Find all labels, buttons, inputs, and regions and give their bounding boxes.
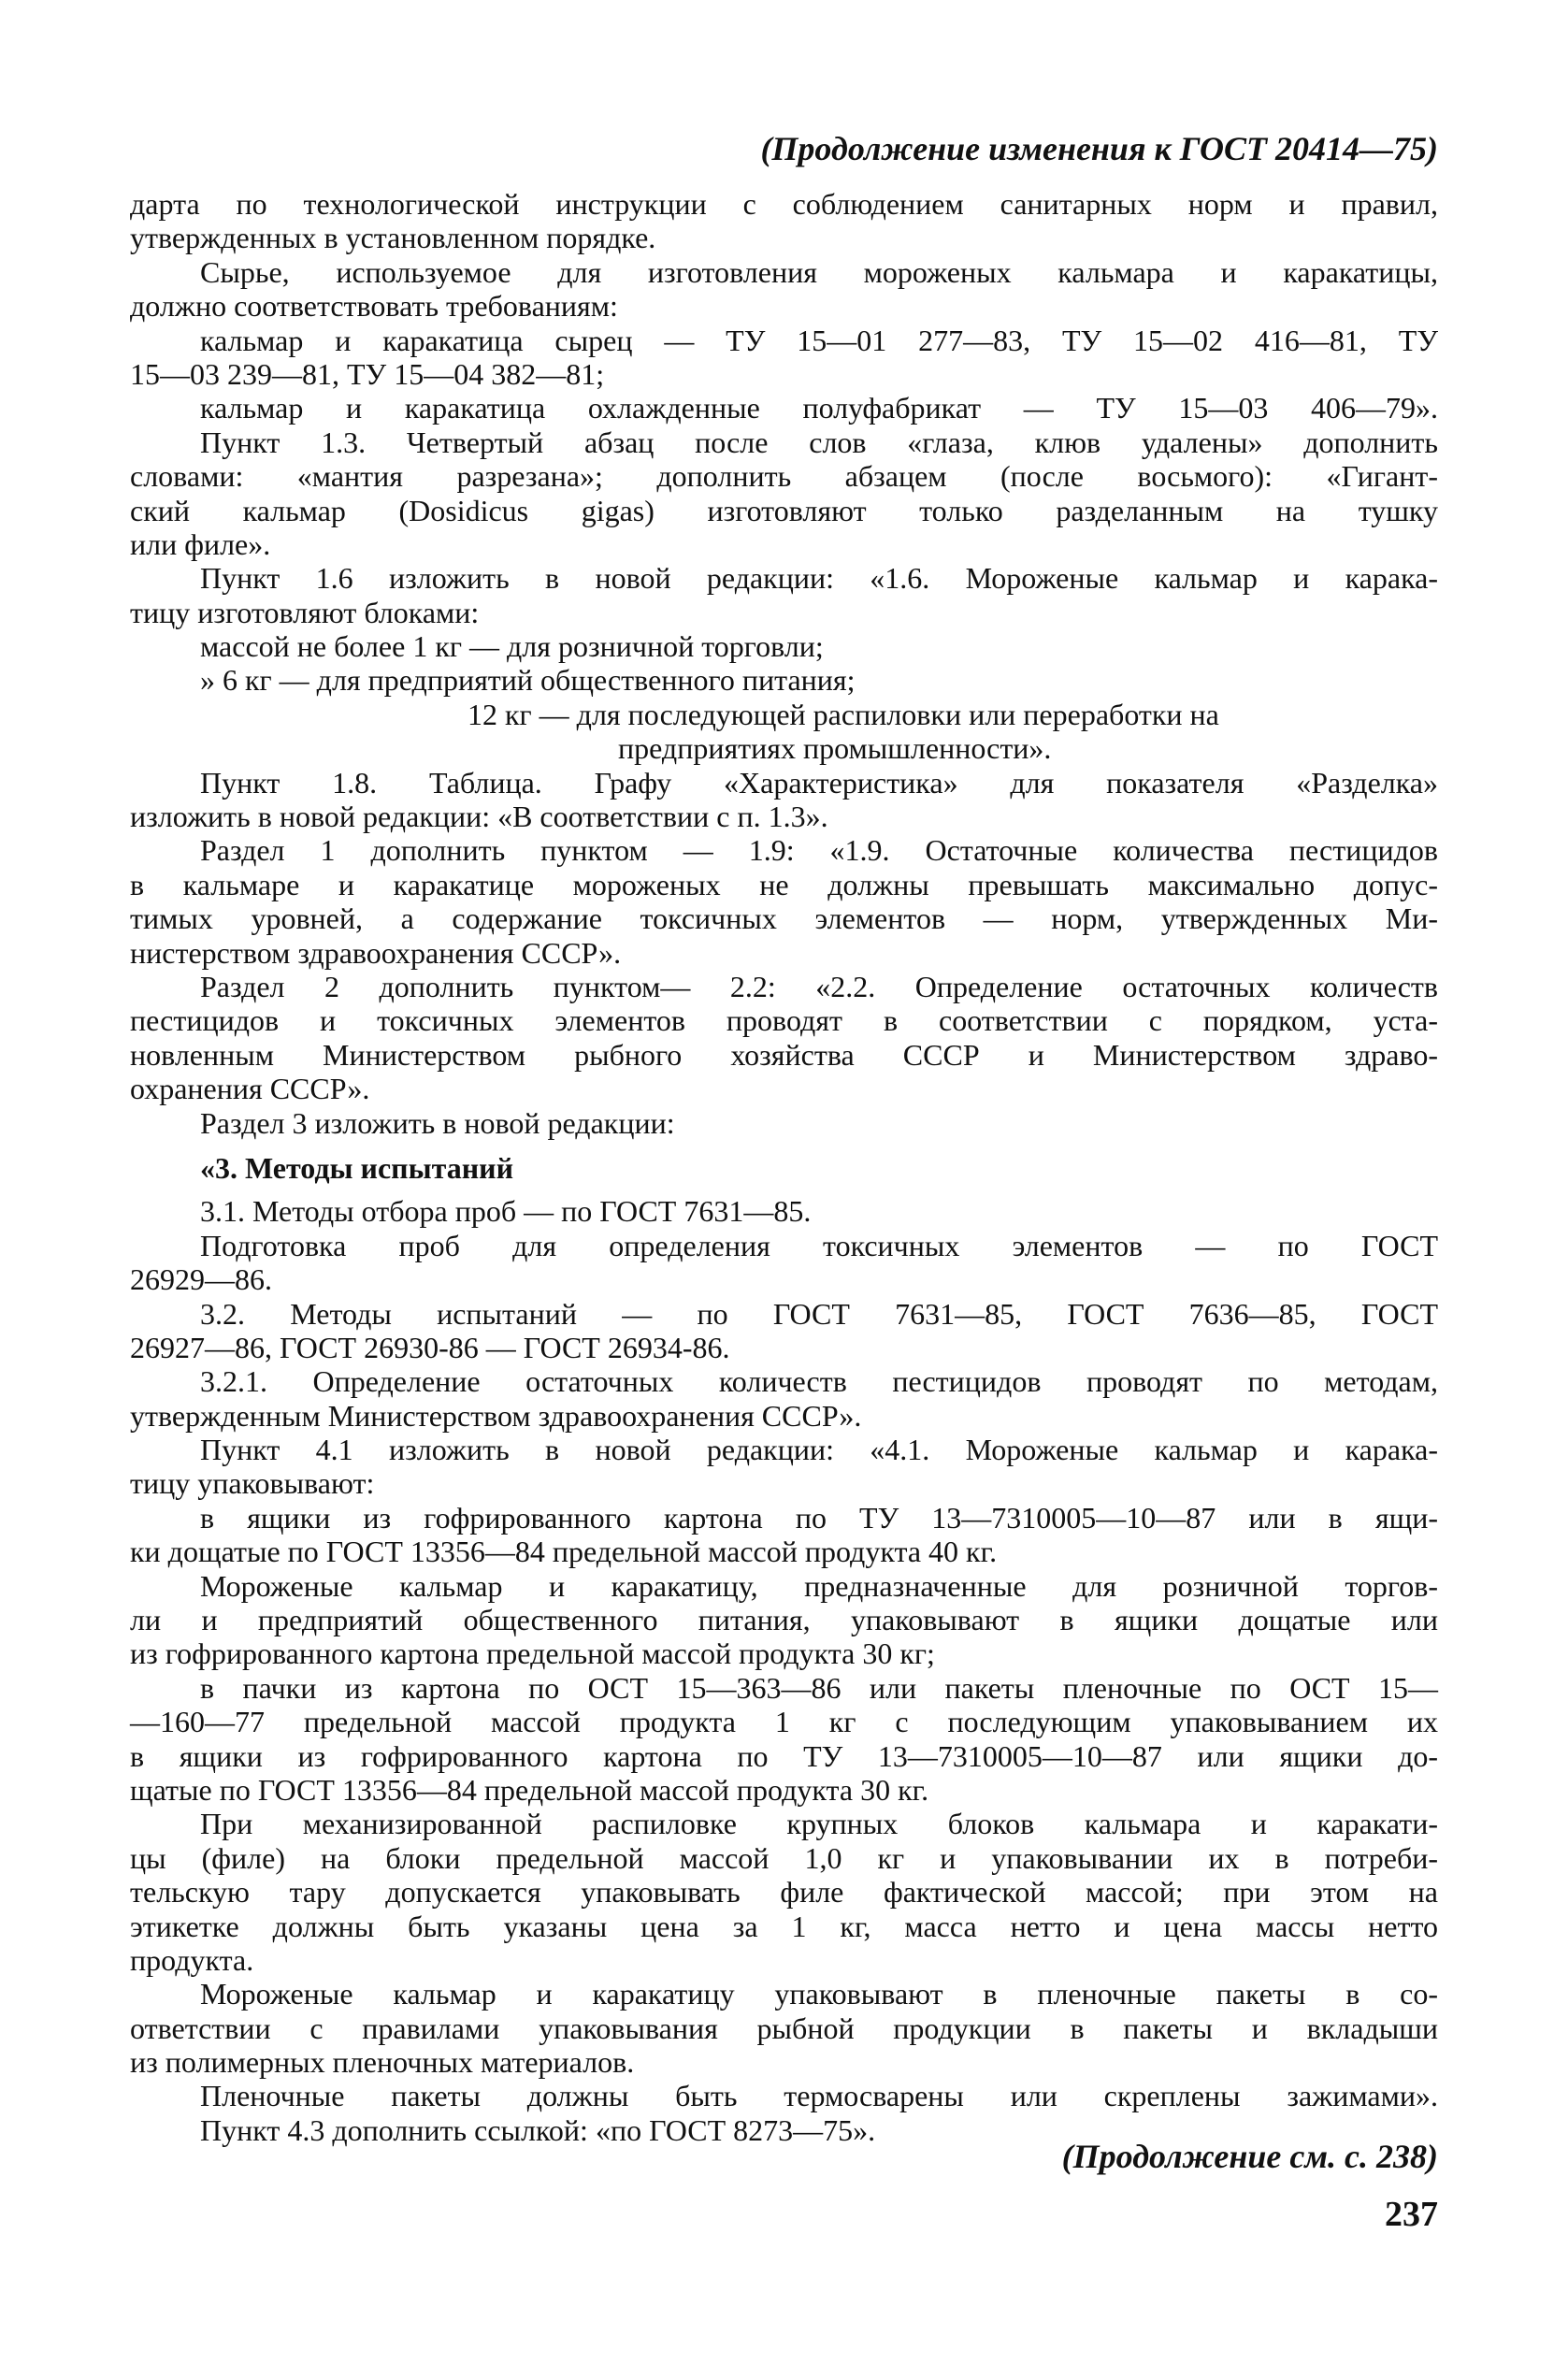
text-line: должно соответствовать требованиям: <box>130 289 618 324</box>
section-heading: «3. Методы испытаний <box>200 1150 514 1185</box>
text-line: Сырье, используемое для изготовления мороженых кальмара и каракатицы, <box>200 254 1438 289</box>
text-line: тельскую тару допускается упаковывать филе фактической массой; при этом на <box>130 1875 1438 1910</box>
text-line: утвержденным Министерством здравоохранения СССР». <box>130 1398 862 1433</box>
text-line: Пункт 4.3 дополнить ссылкой: «по ГОСТ 8273—75». <box>200 2112 876 2147</box>
text-line: словами: «мантия разрезана»; дополнить абзацем (после восьмого): «Гигант- <box>130 459 1438 494</box>
text-line: Мороженые кальмар и каракатицу упаковывают в пленочные пакеты в со- <box>200 1977 1438 2011</box>
text-line: Мороженые кальмар и каракатицу, предназначенные для розничной торгов- <box>200 1568 1438 1603</box>
text-line: Раздел 1 дополнить пунктом — 1.9: «1.9. Остаточные количества пестицидов <box>200 833 1438 868</box>
text-line: в пачки из картона по ОСТ 15—363—86 или пакеты пленочные по ОСТ 15— <box>200 1670 1438 1705</box>
text-line: При механизированной распиловке крупных блоков кальмара и каракати- <box>200 1807 1438 1841</box>
text-line: кальмар и каракатица охлажденные полуфабрикат — ТУ 15—03 406—79». <box>200 391 1438 425</box>
text-line: Пункт 1.8. Таблица. Графу «Характеристика» для показателя «Разделка» <box>200 765 1438 800</box>
text-line: Пленочные пакеты должны быть термосварены или скреплены зажимами». <box>200 2079 1438 2113</box>
text-line: Подготовка проб для определения токсичных элементов — по ГОСТ <box>200 1228 1438 1262</box>
continuation-note: (Продолжение см. с. 238) <box>1061 2138 1438 2175</box>
text-line: 3.2. Методы испытаний — по ГОСТ 7631—85, ГОСТ 7636—85, ГОСТ <box>200 1296 1438 1331</box>
text-line: ки дощатые по ГОСТ 13356—84 предельной массой продукта 40 кг. <box>130 1535 998 1569</box>
text-line: тицу упаковывают: <box>130 1466 375 1501</box>
text-line: в ящики из гофрированного картона по ТУ 13—7310005—10—87 или ящики до- <box>130 1738 1438 1773</box>
text-line: ответствии с правилами упаковывания рыбной продукции в пакеты и вкладыши <box>130 2011 1438 2045</box>
text-line: охранения СССР». <box>130 1072 370 1106</box>
text-line: » 6 кг — для предприятий общественного питания; <box>200 663 856 698</box>
text-line: дарта по технологической инструкции с соблюдением санитарных норм и правил, <box>130 187 1438 221</box>
text-line: предприятиях промышленности». <box>618 731 1052 766</box>
text-line: нистерством здравоохранения СССР». <box>130 935 622 970</box>
text-line: ский кальмар (Dosidicus gigas) изготовляют только разделанным на тушку <box>130 493 1438 527</box>
text-line: Пункт 4.1 изложить в новой редакции: «4.1. Мороженые кальмар и карака- <box>200 1433 1438 1467</box>
text-line: 15—03 239—81, ТУ 15—04 382—81; <box>130 356 605 391</box>
text-line: массой не более 1 кг — для розничной торговли; <box>200 629 824 664</box>
text-line: пестицидов и токсичных элементов проводят в соответствии с порядком, уста- <box>130 1003 1438 1038</box>
text-line: Пункт 1.3. Четвертый абзац после слов «глаза, клюв удалены» дополнить <box>200 425 1438 459</box>
text-line: 3.1. Методы отбора проб — по ГОСТ 7631—85. <box>200 1194 812 1229</box>
text-line: щатые по ГОСТ 13356—84 предельной массой продукта 30 кг. <box>130 1772 929 1807</box>
text-line: из гофрированного картона предельной массой продукта 30 кг; <box>130 1636 935 1671</box>
text-line: —160—77 предельной массой продукта 1 кг с последующим упаковыванием их <box>130 1705 1438 1739</box>
text-line: или филе». <box>130 526 271 561</box>
page-number: 237 <box>1385 2195 1438 2234</box>
text-line: тицу изготовляют блоками: <box>130 595 480 629</box>
text-line: утвержденных в установленном порядке. <box>130 221 656 255</box>
text-line: изложить в новой редакции: «В соответствии с п. 1.3». <box>130 800 828 834</box>
text-line: ли и предприятий общественного питания, упаковывают в ящики дощатые или <box>130 1603 1438 1637</box>
text-line: Раздел 3 изложить в новой редакции: <box>200 1105 675 1140</box>
text-line: этикетке должны быть указаны цена за 1 кг, масса нетто и цена массы нетто <box>130 1909 1438 1943</box>
text-line: из полимерных пленочных материалов. <box>130 2045 635 2080</box>
text-line: тимых уровней, а содержание токсичных элементов — норм, утвержденных Ми- <box>130 901 1438 936</box>
text-line: 12 кг — для последующей распиловки или переработки на <box>468 697 1219 731</box>
text-line: 26927—86, ГОСТ 26930-86 — ГОСТ 26934-86. <box>130 1330 730 1364</box>
text-line: Раздел 2 дополнить пунктом— 2.2: «2.2. Определение остаточных количеств <box>200 969 1438 1003</box>
text-line: цы (филе) на блоки предельной массой 1,0 кг и упаковывании их в потреби- <box>130 1840 1438 1875</box>
text-line: кальмар и каракатица сырец — ТУ 15—01 277—83, ТУ 15—02 416—81, ТУ <box>200 323 1438 357</box>
text-line: 3.2.1. Определение остаточных количеств пестицидов проводят по методам, <box>200 1364 1438 1399</box>
text-line: Пункт 1.6 изложить в новой редакции: «1.6. Мороженые кальмар и карака- <box>200 561 1438 596</box>
running-header: (Продолжение изменения к ГОСТ 20414—75) <box>760 130 1438 167</box>
text-line: продукта. <box>130 1942 254 1977</box>
text-line: новленным Министерством рыбного хозяйства СССР и Министерством здраво- <box>130 1037 1438 1072</box>
document-body <box>130 187 1438 2147</box>
text-line: 26929—86. <box>130 1262 272 1297</box>
text-line: в кальмаре и каракатице мороженых не должны превышать максимально допус- <box>130 867 1438 901</box>
text-line: в ящики из гофрированного картона по ТУ 13—7310005—10—87 или в ящи- <box>200 1500 1438 1535</box>
